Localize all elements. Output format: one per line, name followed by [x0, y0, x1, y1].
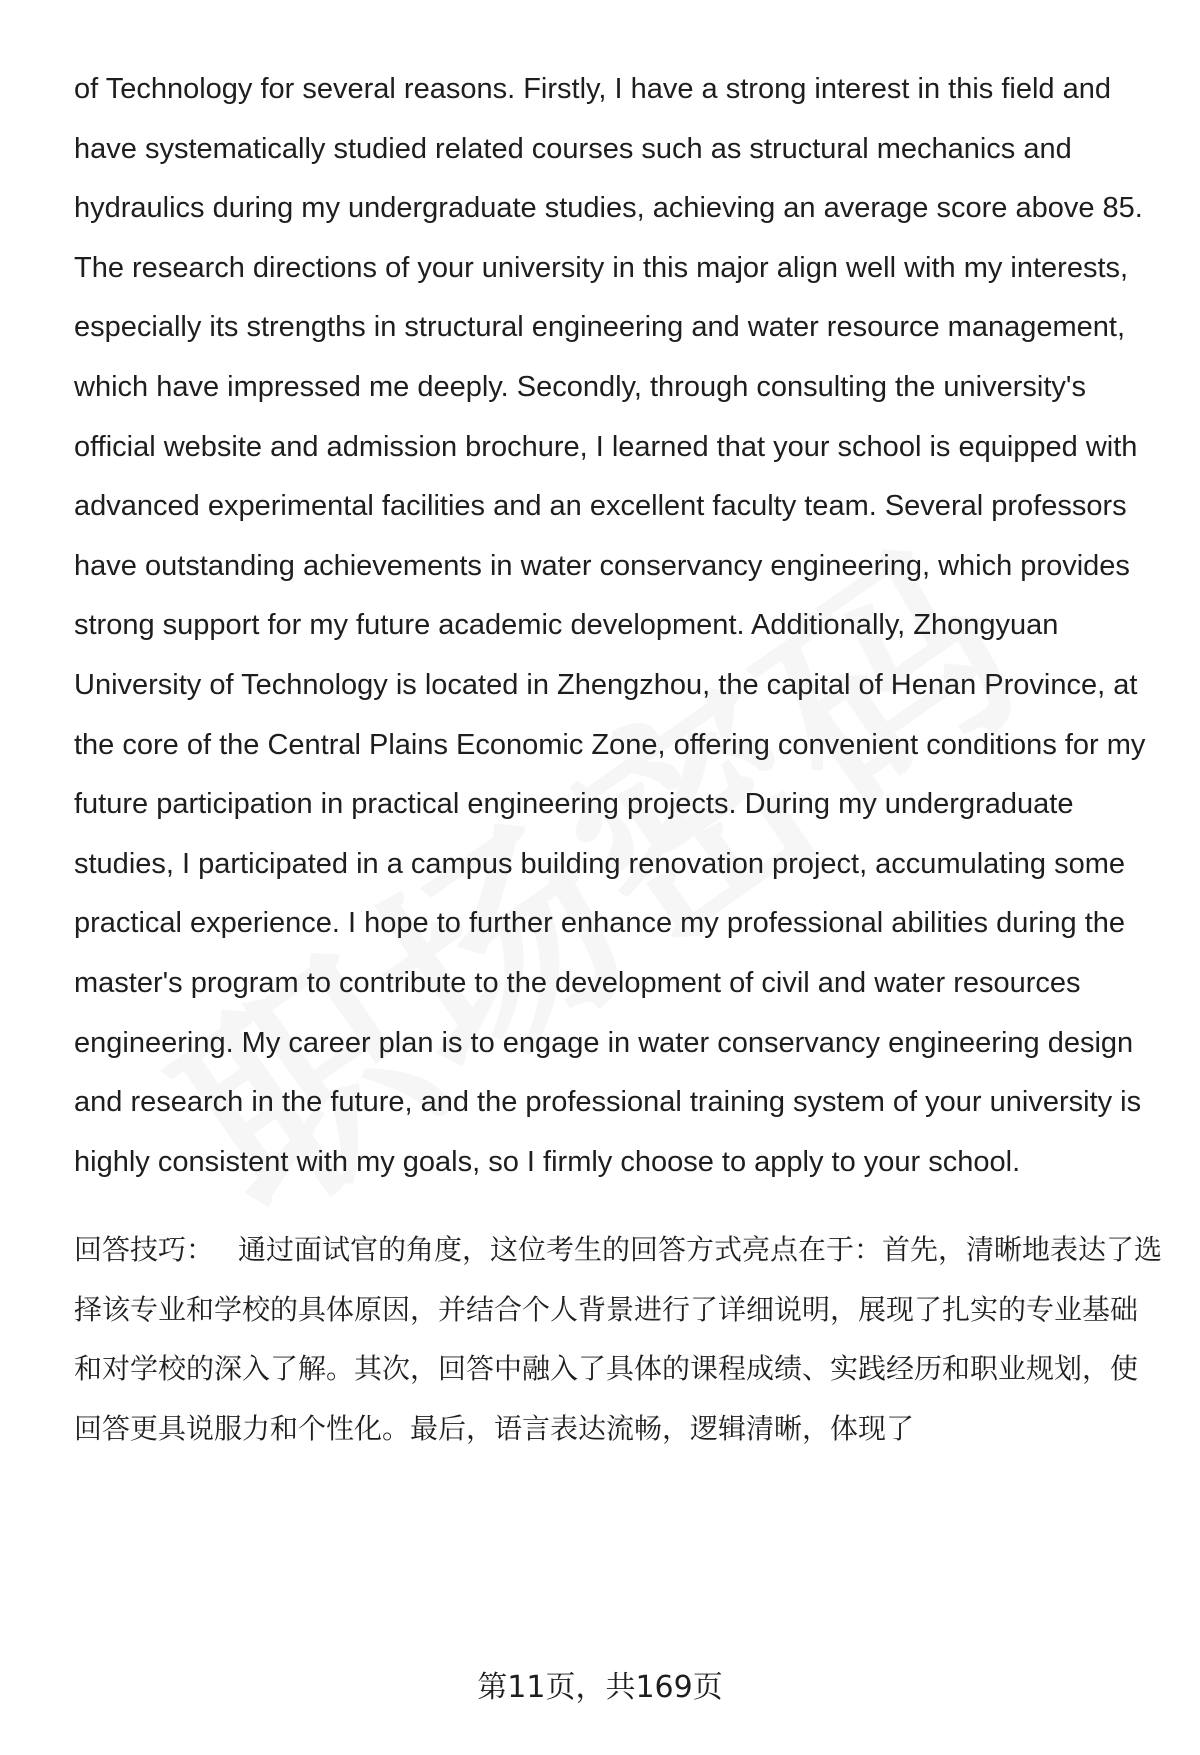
answer-tips-paragraph — [74, 1220, 1164, 1458]
answer-tips-label: 回答技巧： — [74, 1233, 215, 1267]
page-number-footer: 第11页，共169页 — [477, 1670, 723, 1705]
english-answer-paragraph: of Technology for several reasons. Firstly, I have a strong interest in this field and have systematically studied related courses such as structural mechanics and hydraulics during my undergraduate studies, achieving an average score above 85. The research directions of your university in this major align well with my interests, especially its strengths in structural engineering and water resource management, which have impressed me deeply. Secondly, through consulting the university's official website and admission brochure, I learned that your school is equipped with advanced experimental facilities and an excellent faculty team. Several professors have outstanding achievements in water conservancy engineering, which provides strong support for my future academic development. Additionally, Zhongyuan University of Technology is located in Zhengzhou, the capital of Henan Province, at the core of the Central Plains Economic Zone, offering convenient conditions for my future participation in practical engineering projects. During my undergraduate studies, I participated in a campus building renovation project, accumulating some practical experience. I hope to further enhance my professional abilities during the master's program to contribute to the development of civil and water resources engineering. My career plan is to engage in water conservancy engineering design and research in the future, and the professional training system of your university is highly consistent with my goals, so I firmly choose to apply to your school. — [74, 73, 1146, 1178]
page-content — [74, 60, 1164, 1458]
answer-tips-text: 通过面试官的角度，这位考生的回答方式亮点在于：首先，清晰地表达了选择该专业和学校的具体原因，并结合个人背景进行了详细说明，展现了扎实的专业基础和对学校的深入了解。其次，回答中融入了具体的课程成绩、实践经历和职业规划，使回答更具说服力和个性化。最后，语言表达流畅，逻辑清晰，体现了 — [74, 1233, 1163, 1445]
